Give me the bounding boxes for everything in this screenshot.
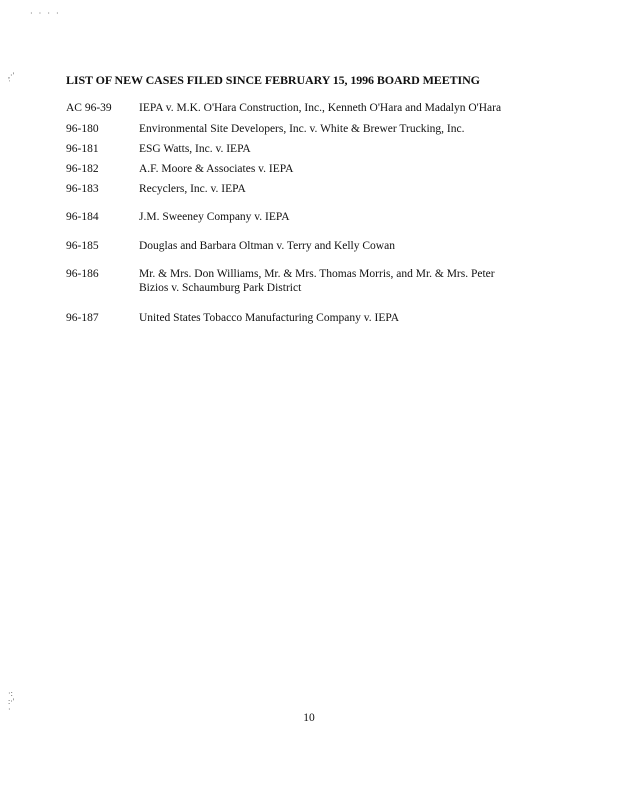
case-number: AC 96-39 [66,102,112,114]
page-number: 10 [303,712,315,724]
case-title: Recyclers, Inc. v. IEPA [139,183,246,195]
case-number: 96-186 [66,268,99,280]
case-number: 96-181 [66,143,99,155]
case-title: J.M. Sweeney Company v. IEPA [139,211,290,223]
scan-artifact-left: ,·' ˈ [8,71,15,88]
scan-artifact-top: · · · · [30,9,59,18]
case-number: 96-183 [66,183,99,195]
case-number: 96-182 [66,163,99,175]
case-title: Mr. & Mrs. Don Williams, Mr. & Mrs. Thomas Morris, and Mr. & Mrs. Peter Bizios v. Schaumburg Park District [139,268,495,294]
case-title: A.F. Moore & Associates v. IEPA [139,163,294,175]
case-number: 96-184 [66,211,99,223]
case-title: Douglas and Barbara Oltman v. Terry and Kelly Cowan [139,240,395,252]
case-title: Environmental Site Developers, Inc. v. White & Brewer Trucking, Inc. [139,123,465,135]
case-title: ESG Watts, Inc. v. IEPA [139,143,251,155]
case-title: United States Tobacco Manufacturing Company v. IEPA [139,312,400,324]
case-number: 96-180 [66,123,99,135]
case-number: 96-185 [66,240,99,252]
scan-artifact-bottom-left: ·: :·' · [8,689,15,714]
case-number: 96-187 [66,312,99,324]
page-title: LIST OF NEW CASES FILED SINCE FEBRUARY 15, 1996 BOARD MEETING [66,73,480,87]
case-title: IEPA v. M.K. O'Hara Construction, Inc., Kenneth O'Hara and Madalyn O'Hara [139,102,502,114]
